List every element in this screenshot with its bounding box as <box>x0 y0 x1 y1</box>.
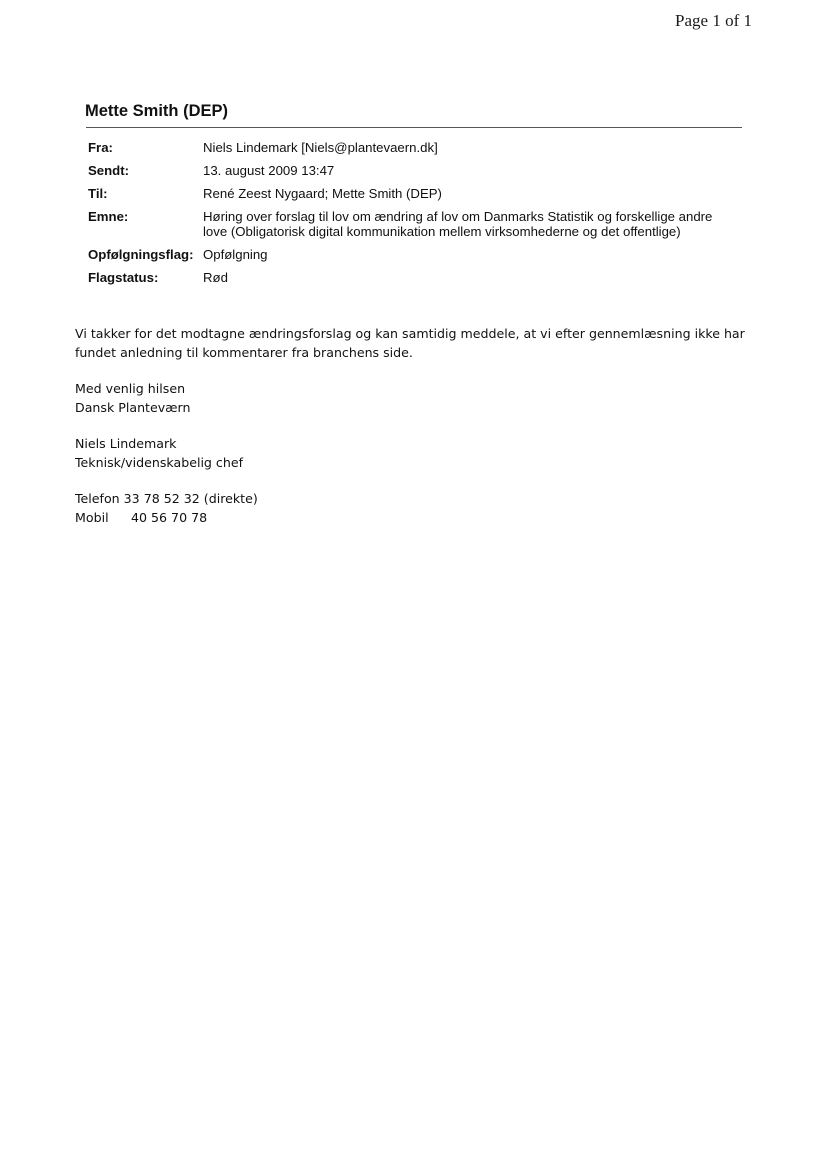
meta-row-from <box>88 140 718 155</box>
page-number: Page 1 of 1 <box>675 11 752 30</box>
meta-value-followup-flag: Opfølgning <box>203 247 268 262</box>
meta-label: Til: <box>88 186 108 201</box>
contact-info <box>75 489 755 527</box>
meta-row-to <box>88 186 718 201</box>
meta-value-sent: 13. august 2009 13:47 <box>203 163 335 178</box>
greeting: Med venlig hilsen <box>75 381 186 396</box>
header-name: Mette Smith (DEP) <box>85 102 229 120</box>
meta-row-flag-status <box>88 270 718 285</box>
meta-value-flag-status: Rød <box>203 270 228 285</box>
header-divider <box>86 127 742 128</box>
mobile-line <box>75 508 755 527</box>
mobile-label: Mobil <box>75 510 109 525</box>
meta-label: Opfølgningsflag: <box>88 247 194 262</box>
signer-title: Teknisk/videnskabelig chef <box>75 455 244 470</box>
meta-label: Flagstatus: <box>88 270 159 285</box>
signer-name: Niels Lindemark <box>75 436 177 451</box>
phone: Telefon 33 78 52 32 (direkte) <box>75 491 258 506</box>
organization: Dansk Planteværn <box>75 400 191 415</box>
body-line: Vi takker for det modtagne ændringsforslag og kan samtidig meddele, at vi efter gennemlæsning ikke har <box>75 326 745 341</box>
meta-value-subject: Høring over forslag til lov om ændring af lov om Danmarks Statistik og forskellige andre love (Obligatorisk digital kommunikation mellem virksomhederne og det offentlige) <box>203 209 713 239</box>
meta-row-subject <box>88 209 718 239</box>
mobile-number: 40 56 70 78 <box>131 510 208 525</box>
meta-label: Fra: <box>88 140 113 155</box>
meta-label: Sendt: <box>88 163 130 178</box>
signature <box>75 434 755 472</box>
meta-row-followup-flag <box>88 247 718 262</box>
meta-value-to: René Zeest Nygaard; Mette Smith (DEP) <box>203 186 442 201</box>
email-meta-table <box>88 140 718 293</box>
email-body <box>75 324 755 544</box>
body-paragraph <box>75 324 755 362</box>
meta-row-sent <box>88 163 718 178</box>
closing <box>75 379 755 417</box>
meta-value-from: Niels Lindemark [Niels@plantevaern.dk] <box>203 140 438 155</box>
meta-label: Emne: <box>88 209 129 224</box>
body-line: fundet anledning til kommentarer fra branchens side. <box>75 345 413 360</box>
